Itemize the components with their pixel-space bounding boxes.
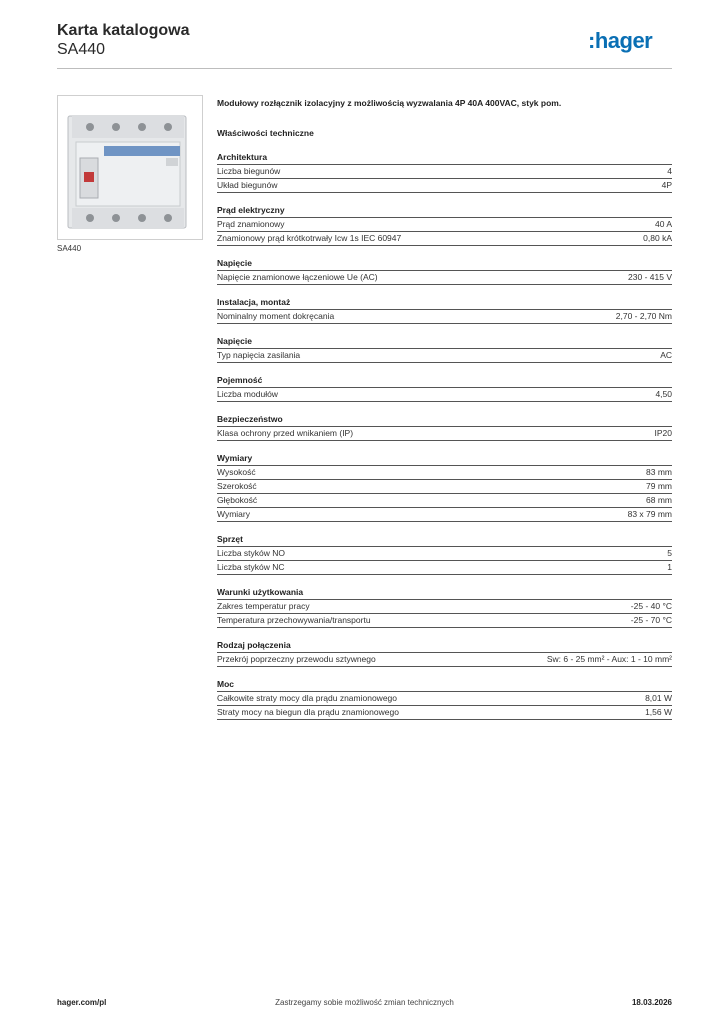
product-image <box>57 95 203 240</box>
spec-row <box>217 614 672 628</box>
section-title: Prąd elektryczny <box>217 204 672 218</box>
section-title: Wymiary <box>217 452 672 466</box>
spec-content <box>217 96 672 720</box>
spec-label: Nominalny moment dokręcania <box>217 311 335 321</box>
spec-row <box>217 179 672 193</box>
spec-label: Napięcie znamionowe łączeniowe Ue (AC) <box>217 272 378 282</box>
section-title: Rodzaj połączenia <box>217 639 672 653</box>
product-description: Modułowy rozłącznik izolacyjny z możliwością wyzwalania 4P 40A 400VAC, styk pom. <box>217 98 562 108</box>
section-title: Instalacja, montaż <box>217 296 672 310</box>
properties-title: Właściwości techniczne <box>217 128 314 138</box>
spec-value: -25 - 70 °C <box>630 615 672 625</box>
spec-label: Wymiary <box>217 509 250 519</box>
spec-value: 0,80 kA <box>643 233 672 243</box>
header-divider <box>57 68 672 69</box>
spec-value: 68 mm <box>646 495 672 505</box>
section-title: Bezpieczeństwo <box>217 413 672 427</box>
section-title: Warunki użytkowania <box>217 586 672 600</box>
spec-label: Liczba styków NC <box>217 562 285 572</box>
spec-value: IP20 <box>654 428 672 438</box>
spec-value: 83 x 79 mm <box>627 509 672 519</box>
hager-logo <box>588 28 672 54</box>
spec-value: 2,70 - 2,70 Nm <box>615 311 672 321</box>
spec-value: Sw: 6 - 25 mm² - Aux: 1 - 10 mm² <box>546 654 672 664</box>
spec-value: 1,56 W <box>645 707 672 717</box>
page-title: Karta katalogowa <box>57 22 190 39</box>
spec-section <box>217 533 672 575</box>
spec-row <box>217 547 672 561</box>
spec-row <box>217 165 672 179</box>
spec-value: 40 A <box>654 219 672 229</box>
spec-value: -25 - 40 °C <box>630 601 672 611</box>
spec-row <box>217 706 672 720</box>
section-title: Napięcie <box>217 257 672 271</box>
spec-label: Prąd znamionowy <box>217 219 285 229</box>
spec-section <box>217 586 672 628</box>
spec-row <box>217 692 672 706</box>
spec-label: Znamionowy prąd krótkotrwały Icw 1s IEC 60947 <box>217 233 402 243</box>
section-title: Moc <box>217 678 672 692</box>
spec-row <box>217 349 672 363</box>
spec-label: Przekrój poprzeczny przewodu sztywnego <box>217 654 376 664</box>
section-title: Napięcie <box>217 335 672 349</box>
spec-row <box>217 427 672 441</box>
spec-row <box>217 271 672 285</box>
spec-section <box>217 678 672 720</box>
spec-row <box>217 232 672 246</box>
spec-sections <box>217 151 672 720</box>
spec-label: Wysokość <box>217 467 256 477</box>
spec-label: Liczba biegunów <box>217 166 281 176</box>
spec-label: Całkowite straty mocy dla prądu znamionowego <box>217 693 398 703</box>
switch-illustration <box>58 96 202 239</box>
spec-value: 5 <box>667 548 672 558</box>
footer-website[interactable]: hager.com/pl <box>57 998 107 1007</box>
spec-value: 230 - 415 V <box>628 272 672 282</box>
spec-section <box>217 151 672 193</box>
spec-label: Głębokość <box>217 495 258 505</box>
page-footer <box>57 998 672 1010</box>
page-header <box>57 20 672 68</box>
spec-row <box>217 508 672 522</box>
spec-label: Układ biegunów <box>217 180 278 190</box>
spec-section <box>217 374 672 402</box>
spec-label: Temperatura przechowywania/transportu <box>217 615 371 625</box>
spec-section <box>217 452 672 522</box>
spec-row <box>217 480 672 494</box>
spec-value: 4P <box>661 180 672 190</box>
section-title: Pojemność <box>217 374 672 388</box>
spec-value: 4 <box>667 166 672 176</box>
spec-value: 1 <box>667 562 672 572</box>
spec-value: 4,50 <box>655 389 672 399</box>
spec-row <box>217 218 672 232</box>
spec-label: Szerokość <box>217 481 257 491</box>
logo-text: :hager <box>588 28 653 53</box>
spec-row <box>217 561 672 575</box>
spec-label: Liczba modułów <box>217 389 278 399</box>
spec-section <box>217 639 672 667</box>
product-code: SA440 <box>57 41 106 58</box>
spec-label: Liczba styków NO <box>217 548 286 558</box>
spec-value: 79 mm <box>646 481 672 491</box>
footer-disclaimer: Zastrzegamy sobie możliwość zmian technicznych <box>275 998 454 1007</box>
spec-row <box>217 600 672 614</box>
image-caption: SA440 <box>57 244 82 253</box>
spec-section <box>217 413 672 441</box>
spec-value: 83 mm <box>646 467 672 477</box>
spec-label: Typ napięcia zasilania <box>217 350 301 360</box>
spec-value: 8,01 W <box>645 693 672 703</box>
section-title: Sprzęt <box>217 533 672 547</box>
spec-label: Klasa ochrony przed wnikaniem (IP) <box>217 428 354 438</box>
spec-section <box>217 296 672 324</box>
spec-label: Straty mocy na biegun dla prądu znamionowego <box>217 707 399 717</box>
spec-section <box>217 204 672 246</box>
spec-value: AC <box>660 350 672 360</box>
footer-date: 18.03.2026 <box>631 998 672 1007</box>
spec-section <box>217 257 672 285</box>
spec-row <box>217 310 672 324</box>
section-title: Architektura <box>217 151 672 165</box>
spec-row <box>217 388 672 402</box>
spec-section <box>217 335 672 363</box>
spec-row <box>217 466 672 480</box>
spec-row <box>217 494 672 508</box>
spec-row <box>217 653 672 667</box>
spec-label: Zakres temperatur pracy <box>217 601 310 611</box>
